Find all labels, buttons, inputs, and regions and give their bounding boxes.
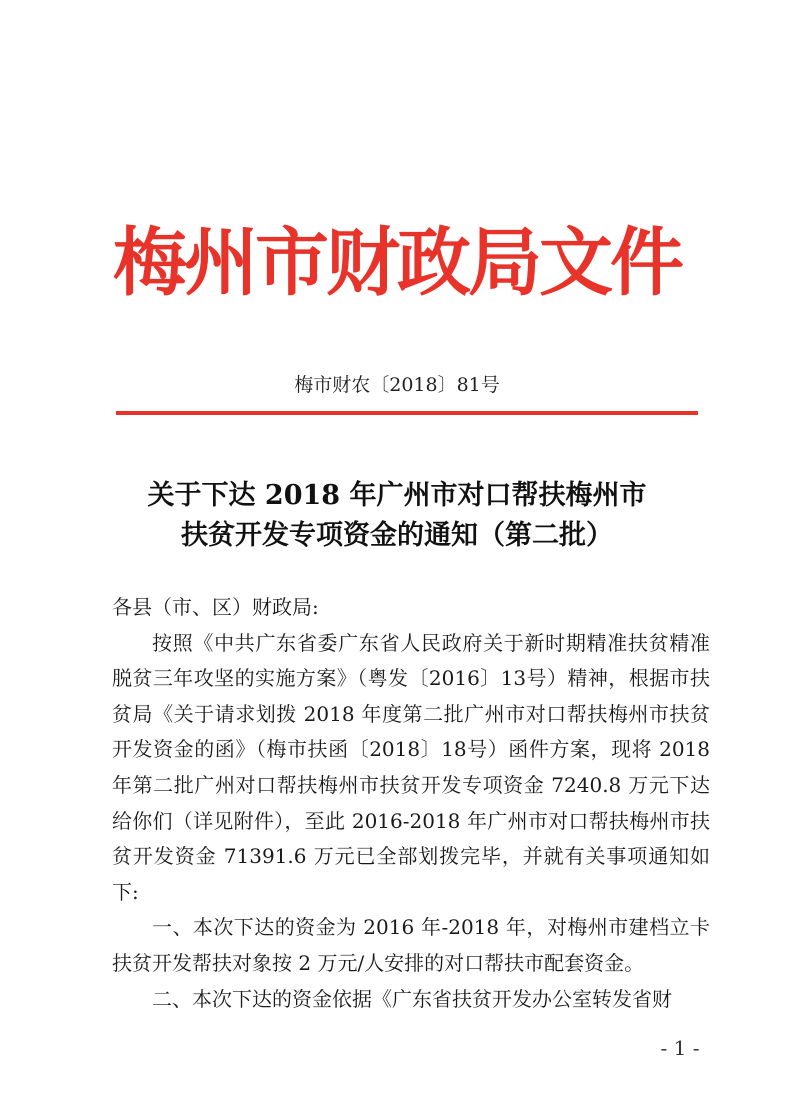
notice-title-line-1: 关于下达 2018 年广州市对口帮扶梅州市 (147, 480, 647, 511)
body-paragraph-2: 一、本次下达的资金为 2016 年-2018 年，对梅州市建档立卡扶贫开发帮扶对象按 2 万元/人安排的对口帮扶市配套资金。 (112, 915, 710, 975)
notice-title (0, 476, 794, 556)
document-body (112, 590, 710, 1017)
body-paragraph-3: 二、本次下达的资金依据《广东省扶贫开发办公室转发省财 (152, 986, 672, 1011)
body-paragraph-1: 按照《中共广东省委广东省人民政府关于新时期精准扶贫精准脱贫三年攻坚的实施方案》（粤发〔2016〕13号）精神，根据市扶贫局《关于请求划拨 2018 年度第二批广州市对口帮扶梅州市扶贫开发资金的函》（梅市扶函〔2018〕18号）函件方案，现将 2018 年第二批广州对口帮扶梅州市扶贫开发专项资金 7240.8 万元下达给你们（详见附件），至此 2016-2018 年广州市对口帮扶梅州市扶贫开发资金 71391.6 万元已全部划拨完毕，并就有关事项通知如下: (112, 630, 710, 904)
masthead-title: 梅州市财政局文件 (113, 220, 681, 306)
red-separator-line (116, 411, 698, 415)
page-number: - 1 - (660, 1036, 700, 1060)
notice-title-line-2: 扶贫开发专项资金的通知（第二批） (181, 520, 613, 551)
salutation: 各县（市、区）财政局: (112, 595, 319, 619)
document-number: 梅市财农〔2018〕81号 (294, 374, 500, 396)
